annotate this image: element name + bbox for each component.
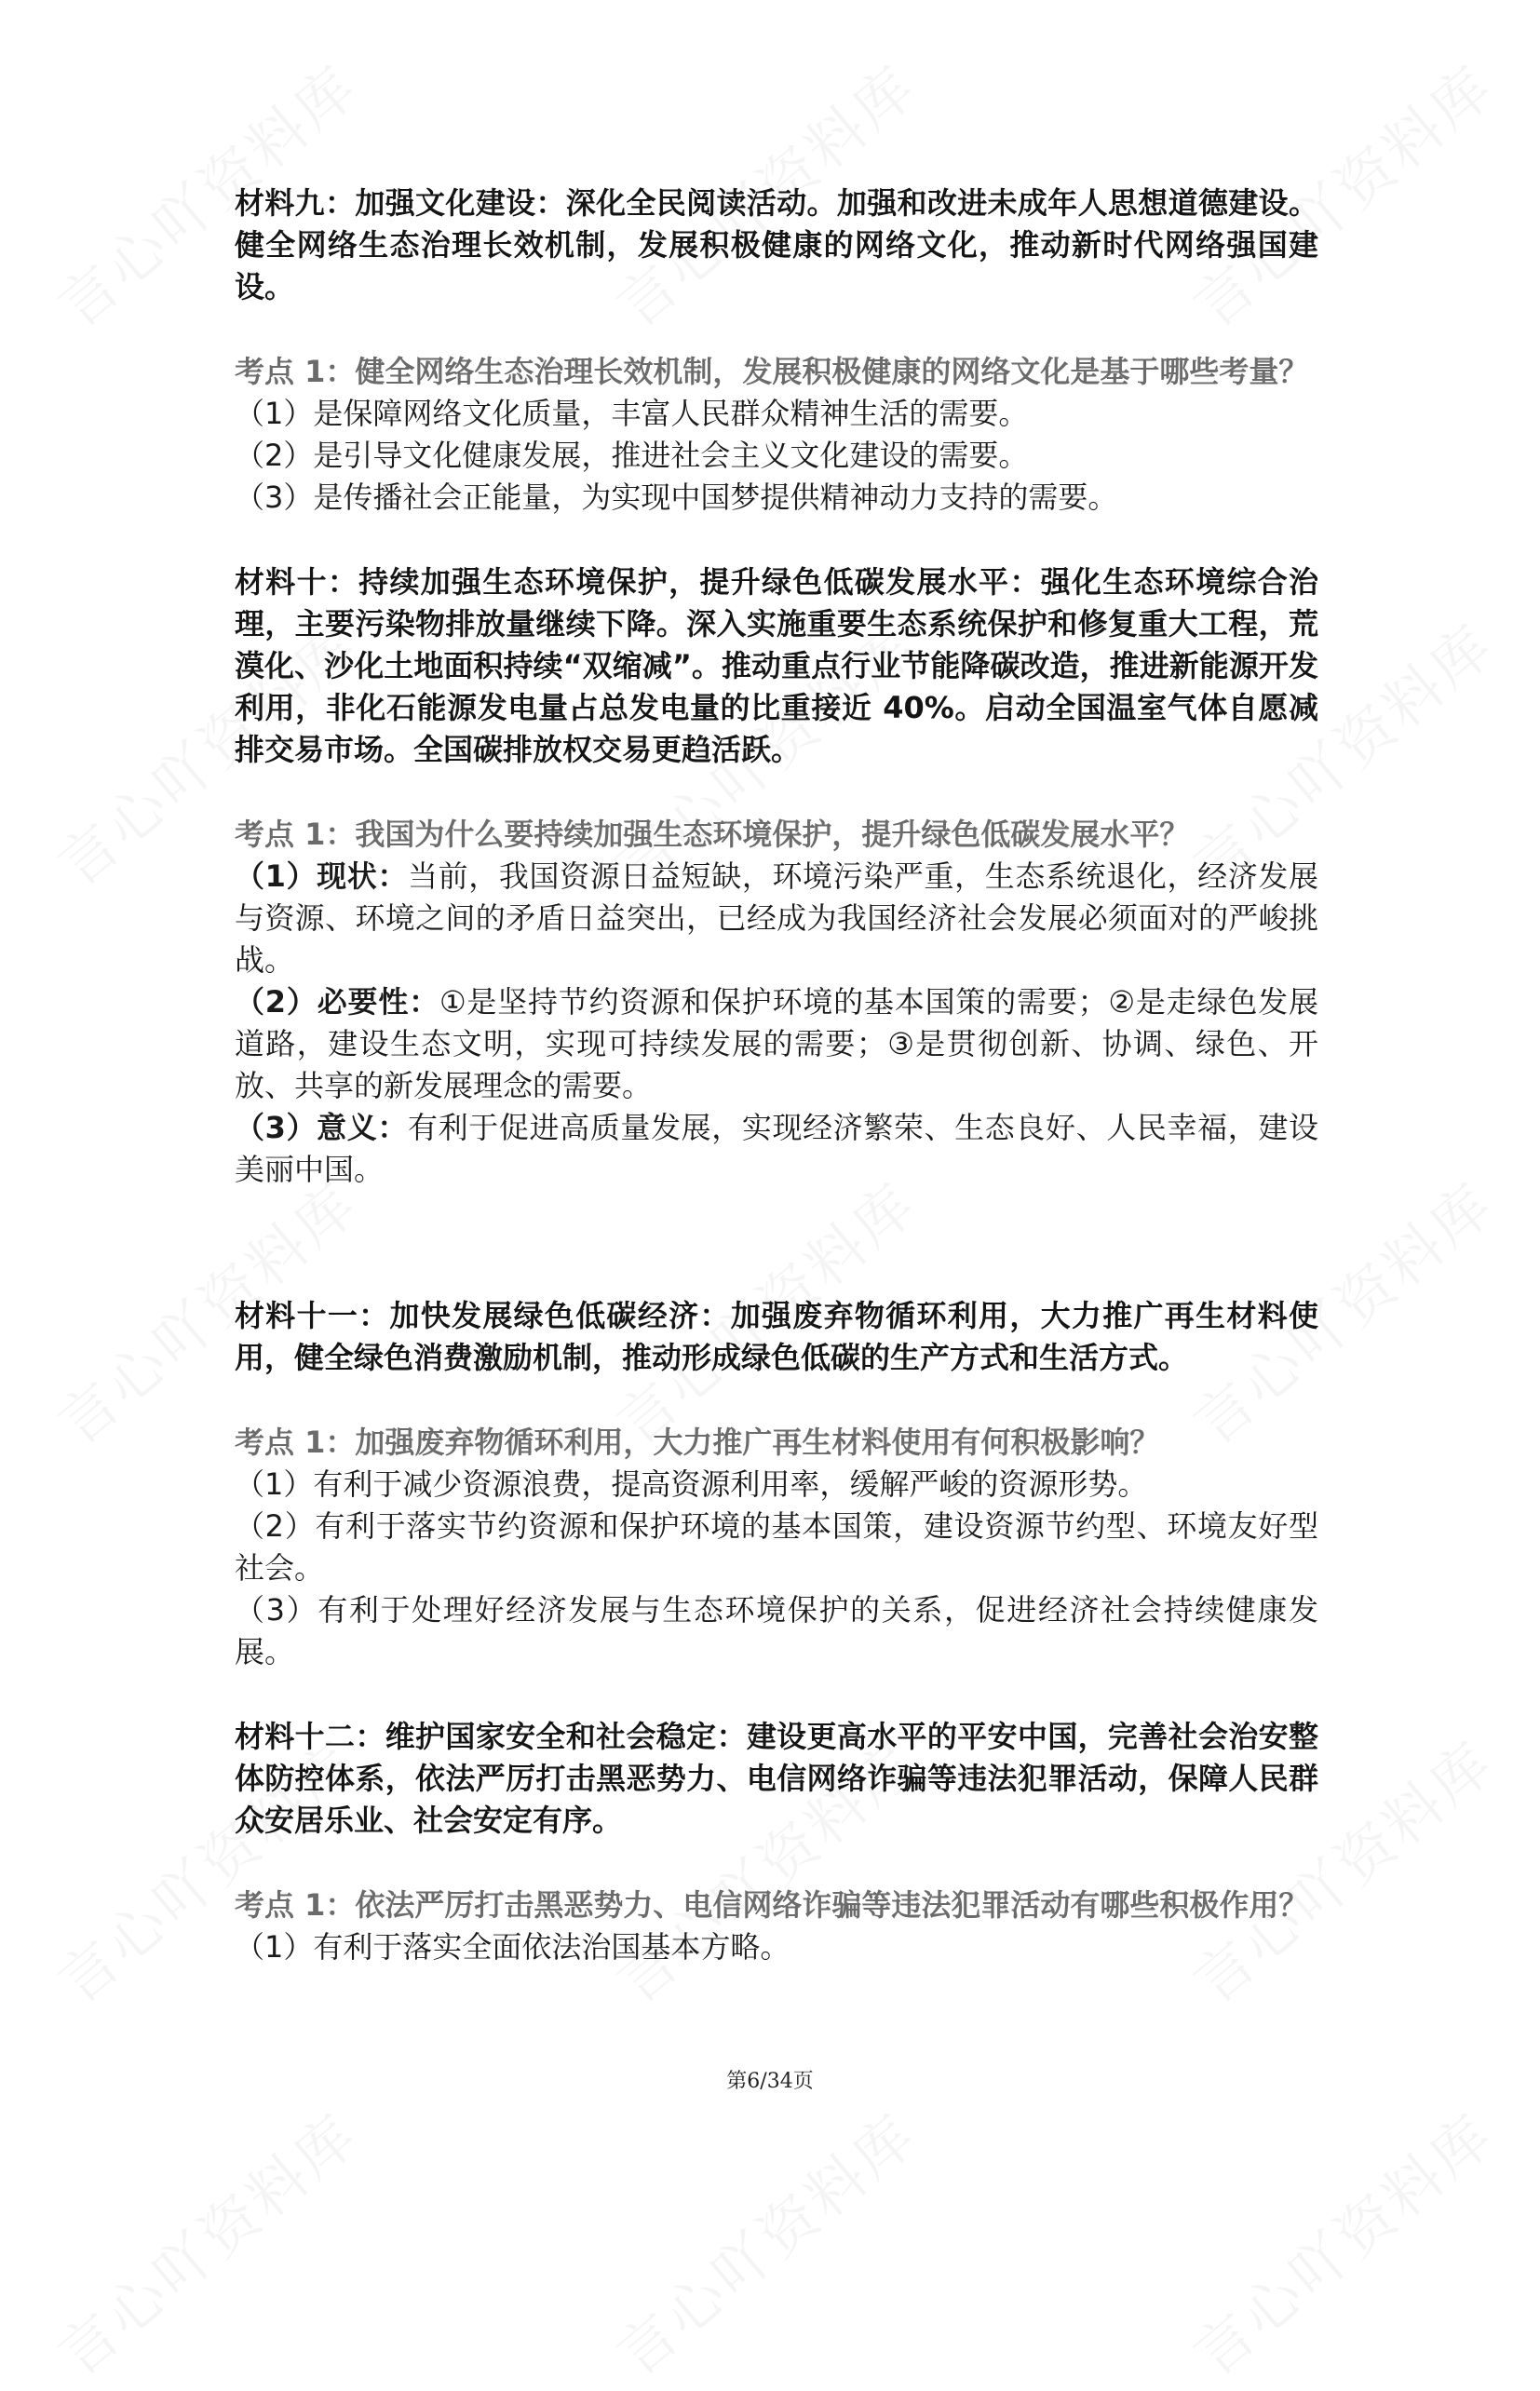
answer-item: （1）有利于落实全面依法治国基本方略。 xyxy=(235,1929,790,1965)
answer-item: （3）是传播社会正能量，为实现中国梦提供精神动力支持的需要。 xyxy=(235,480,1118,515)
answer-item: （1）是保障网络文化质量，丰富人民群众精神生活的需要。 xyxy=(235,396,1029,431)
answer-item: （2）是引导文化健康发展，推进社会主义文化建设的需要。 xyxy=(235,438,1029,473)
page-number: 第6/34页 xyxy=(726,2070,814,2093)
answer-item xyxy=(235,981,1318,1107)
exam-point-question: 考点 1：我国为什么要持续加强生态环境保护，提升绿色低碳发展水平？ xyxy=(235,817,1190,852)
answer-text: 有利于促进高质量发展，实现经济繁荣、生态良好、人民幸福，建设美丽中国。 xyxy=(235,1110,1318,1187)
exam-point-question: 考点 1：依法严厉打击黑恶势力、电信网络诈骗等违法犯罪活动有哪些积极作用？ xyxy=(235,1887,1309,1923)
answer-label: （3）意义： xyxy=(235,1110,408,1145)
watermark xyxy=(596,2090,932,2391)
material-section-11 xyxy=(235,1295,1318,1673)
material-heading: 材料九：加强文化建设：深化全民阅读活动。加强和改进未成年人思想道德建设。健全网络生态治理长效机制，发展积极健康的网络文化，推动新时代网络强国建设。 xyxy=(235,185,1318,304)
material-section-12 xyxy=(235,1716,1318,1968)
material-heading: 材料十一：加快发展绿色低碳经济：加强废弃物循环利用，大力推广再生材料使用，健全绿色消费激励机制，推动形成绿色低碳的生产方式和生活方式。 xyxy=(235,1298,1318,1375)
watermark xyxy=(1173,2090,1509,2391)
material-heading: 材料十：持续加强生态环境保护，提升绿色低碳发展水平：强化生态环境综合治理，主要污染物排放量继续下降。深入实施重要生态系统保护和修复重大工程，荒漠化、沙化土地面积持续“双缩减”。推动重点行业节能降碳改造，推进新能源开发利用，非化石能源发电量占总发电量的比重接近 40%。启动全国温室气体自愿减排交易市场。全国碳排放权交易更趋活跃。 xyxy=(235,564,1318,767)
answer-item xyxy=(235,1107,1318,1191)
answer-label: （2）必要性： xyxy=(235,984,439,1020)
spacer xyxy=(235,1842,1318,1884)
answer-item xyxy=(235,856,1318,981)
exam-point-question: 考点 1：健全网络生态治理长效机制，发展积极健康的网络文化是基于哪些考量？ xyxy=(235,354,1309,389)
material-section-9 xyxy=(235,182,1318,519)
answer-text: ①是坚持节约资源和保护环境的基本国策的需要；②是走绿色发展道路，建设生态文明，实现可持续发展的需要；③是贯彻创新、协调、绿色、开放、共享的新发展理念的需要。 xyxy=(235,984,1318,1103)
spacer xyxy=(235,1673,1318,1716)
answer-item: （2）有利于落实节约资源和保护环境的基本国策，建设资源节约型、环境友好型社会。 xyxy=(235,1508,1318,1586)
spacer xyxy=(235,771,1318,814)
spacer xyxy=(235,308,1318,351)
spacer xyxy=(235,519,1318,561)
answer-label: （1）现状： xyxy=(235,858,408,894)
material-section-10 xyxy=(235,561,1318,1191)
exam-point-question: 考点 1：加强废弃物循环利用，大力推广再生材料使用有何积极影响？ xyxy=(235,1425,1160,1460)
answer-text: 当前，我国资源日益短缺，环境污染严重，生态系统退化，经济发展与资源、环境之间的矛盾日益突出，已经成为我国经济社会发展必须面对的严峻挑战。 xyxy=(235,858,1318,978)
watermark xyxy=(37,2090,373,2391)
answer-item: （3）有利于处理好经济发展与生态环境保护的关系，促进经济社会持续健康发展。 xyxy=(235,1592,1318,1669)
spacer xyxy=(235,1191,1318,1295)
document-page xyxy=(235,182,1318,1968)
answer-item: （1）有利于减少资源浪费，提高资源利用率，缓解严峻的资源形势。 xyxy=(235,1466,1148,1502)
material-heading: 材料十二：维护国家安全和社会稳定：建设更高水平的平安中国，完善社会治安整体防控体系，依法严厉打击黑恶势力、电信网络诈骗等违法犯罪活动，保障人民群众安居乐业、社会安定有序。 xyxy=(235,1719,1318,1838)
spacer xyxy=(235,1379,1318,1422)
